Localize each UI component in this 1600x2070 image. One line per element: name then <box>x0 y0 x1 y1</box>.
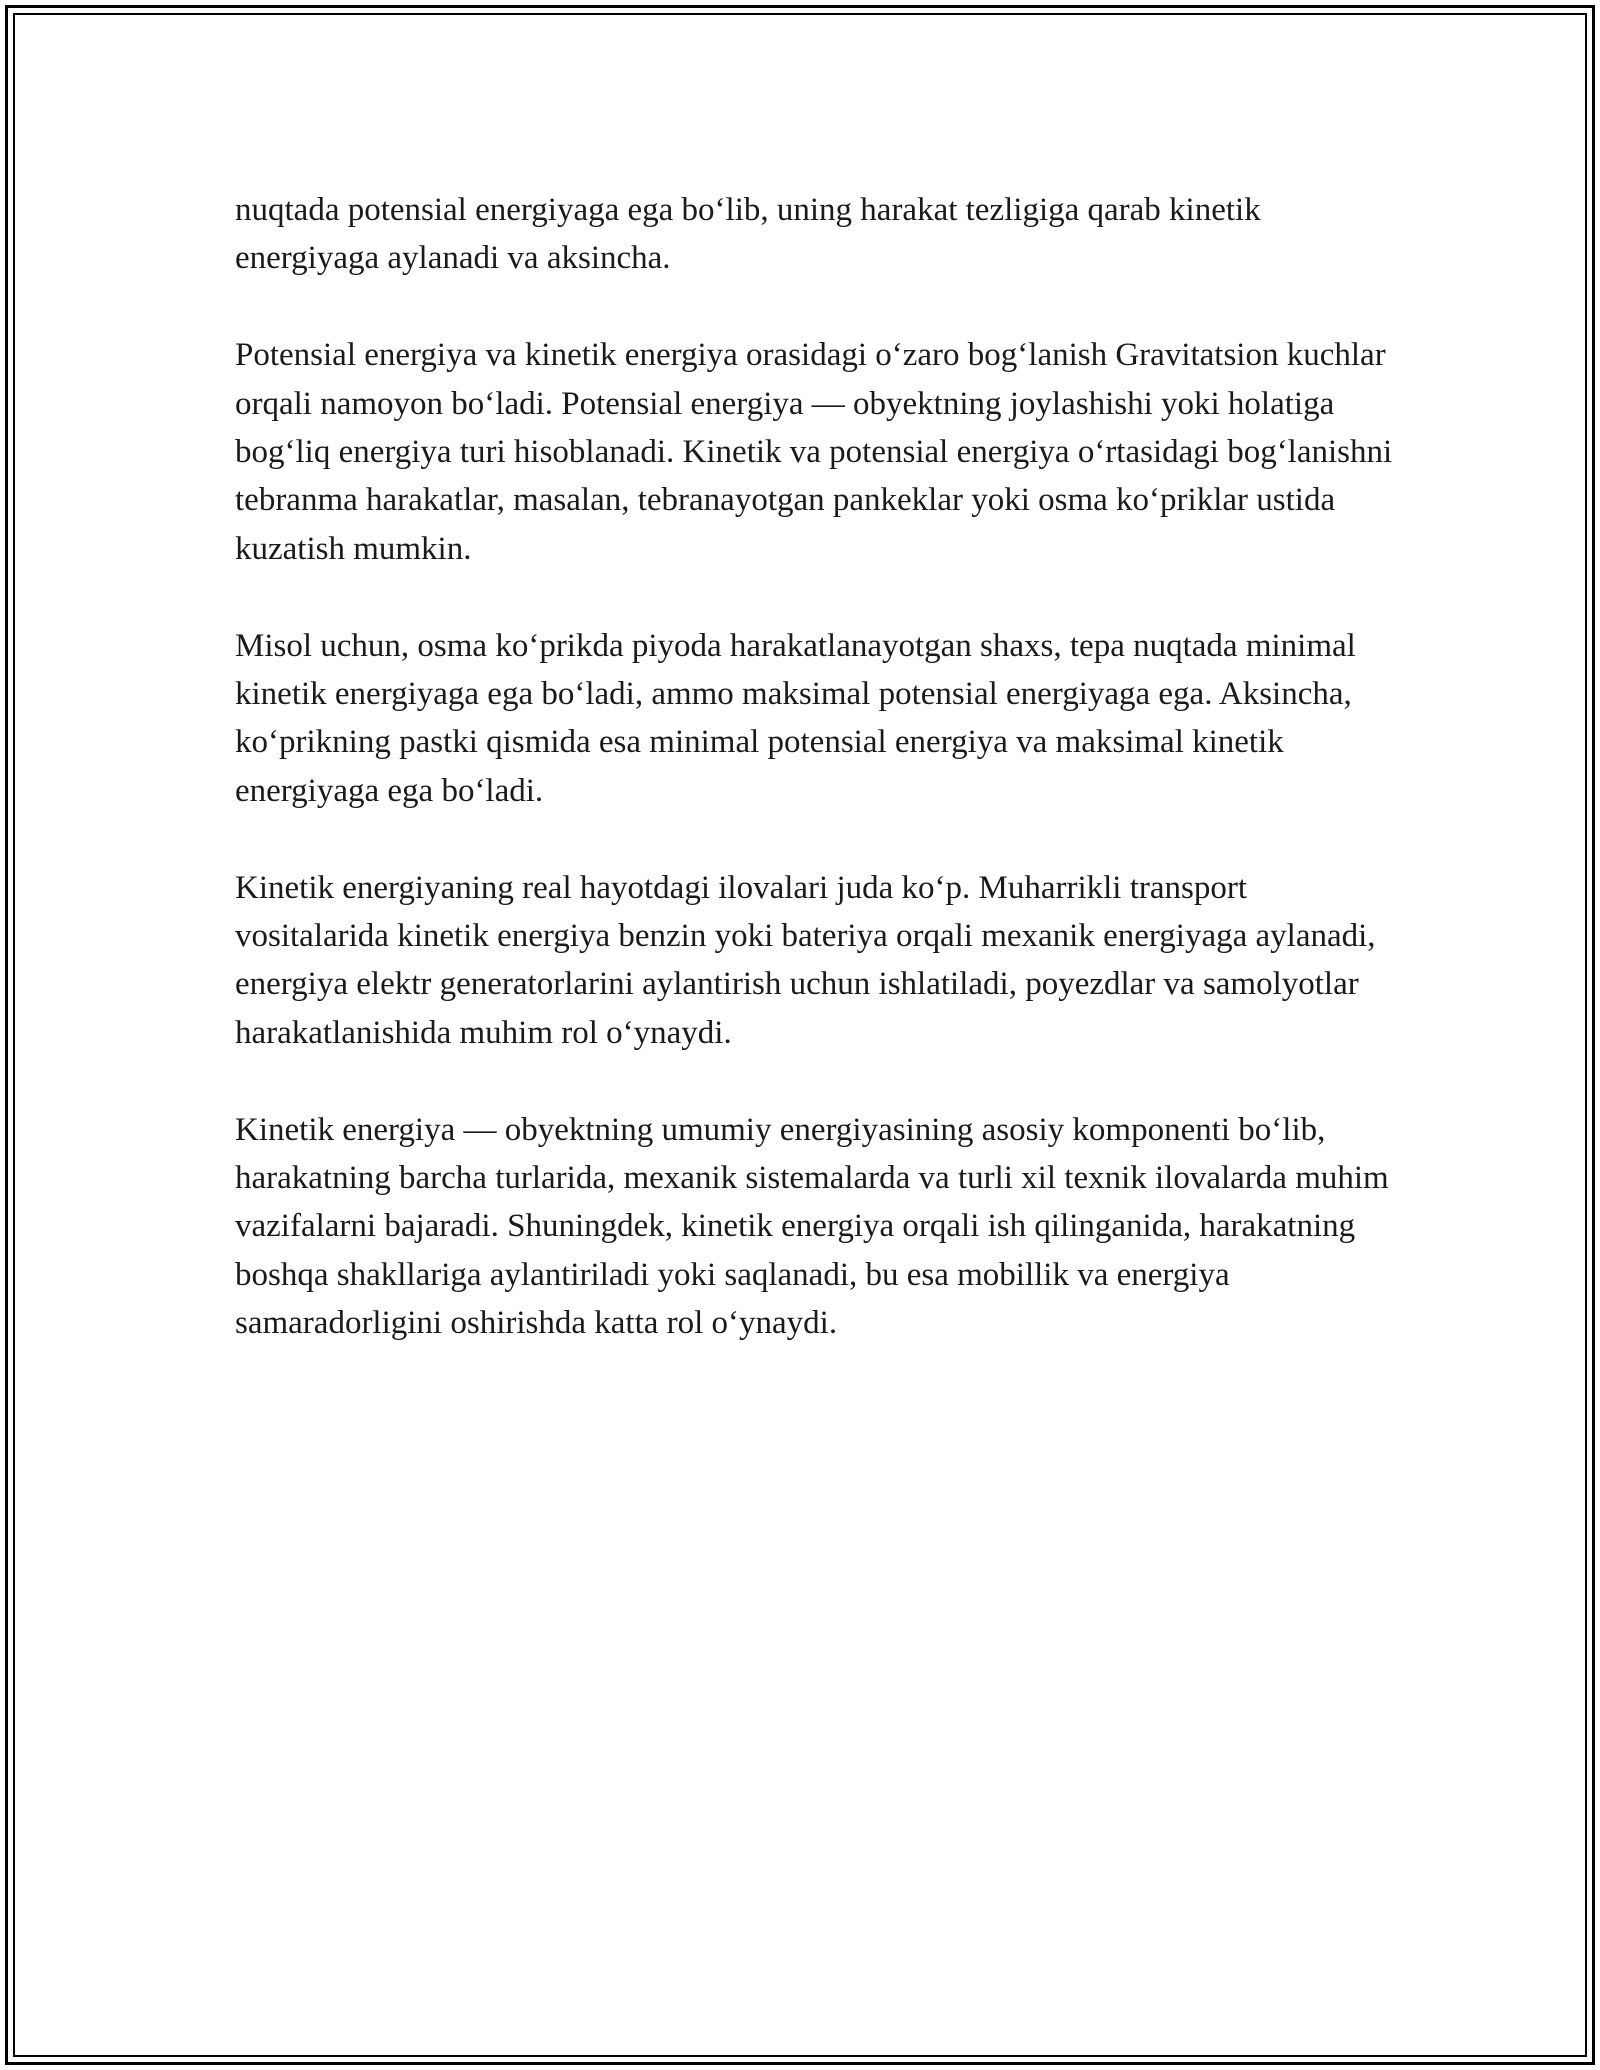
paragraph: Kinetik energiya — obyektning umumiy energiyasining asosiy komponenti bo‘lib, harakatning barcha turlarida, mexanik sistemalarda va turli xil texnik ilovalarda muhim vazifalarni bajaradi. Shuningdek, kinetik energiya orqali ish qilinganida, harakatning boshqa shakllariga aylantiriladi yoki saqlanadi, bu esa mobillik va energiya samaradorligini oshirishda katta rol o‘ynaydi. <box>235 1111 1389 1342</box>
document-body <box>235 186 1405 1396</box>
paragraph: Misol uchun, osma ko‘prikda piyoda harakatlanayotgan shaxs, tepa nuqtada minimal kinetik energiyaga ega bo‘ladi, ammo maksimal potensial energiyaga ega. Aksincha, ko‘prikning pastki qismida esa minimal potensial energiya va maksimal kinetik energiyaga ega bo‘ladi. <box>235 627 1356 809</box>
paragraph: Potensial energiya va kinetik energiya orasidagi o‘zaro bog‘lanish Gravitatsion kuchlar orqali namoyon bo‘ladi. Potensial energiya — obyektning joylashishi yoki holatiga bog‘liq energiya turi hisoblanadi. Kinetik va potensial energiya o‘rtasidagi bog‘lanishni tebranma harakatlar, masalan, tebranayotgan pankeklar yoki osma ko‘priklar ustida kuzatish mumkin. <box>235 337 1393 567</box>
paragraph: Kinetik energiyaning real hayotdagi ilovalari juda ko‘p. Muharrikli transport vositalarida kinetik energiya benzin yoki bateriya orqali mexanik energiyaga aylanadi, energiya elektr generatorlarini aylantirish uchun ishlatiladi, poyezdlar va samolyotlar harakatlanishida muhim rol o‘ynaydi. <box>235 869 1376 1051</box>
paragraph: nuqtada potensial energiyaga ega bo‘lib, uning harakat tezligiga qarab kinetik energiyaga aylanadi va aksincha. <box>235 192 1261 277</box>
